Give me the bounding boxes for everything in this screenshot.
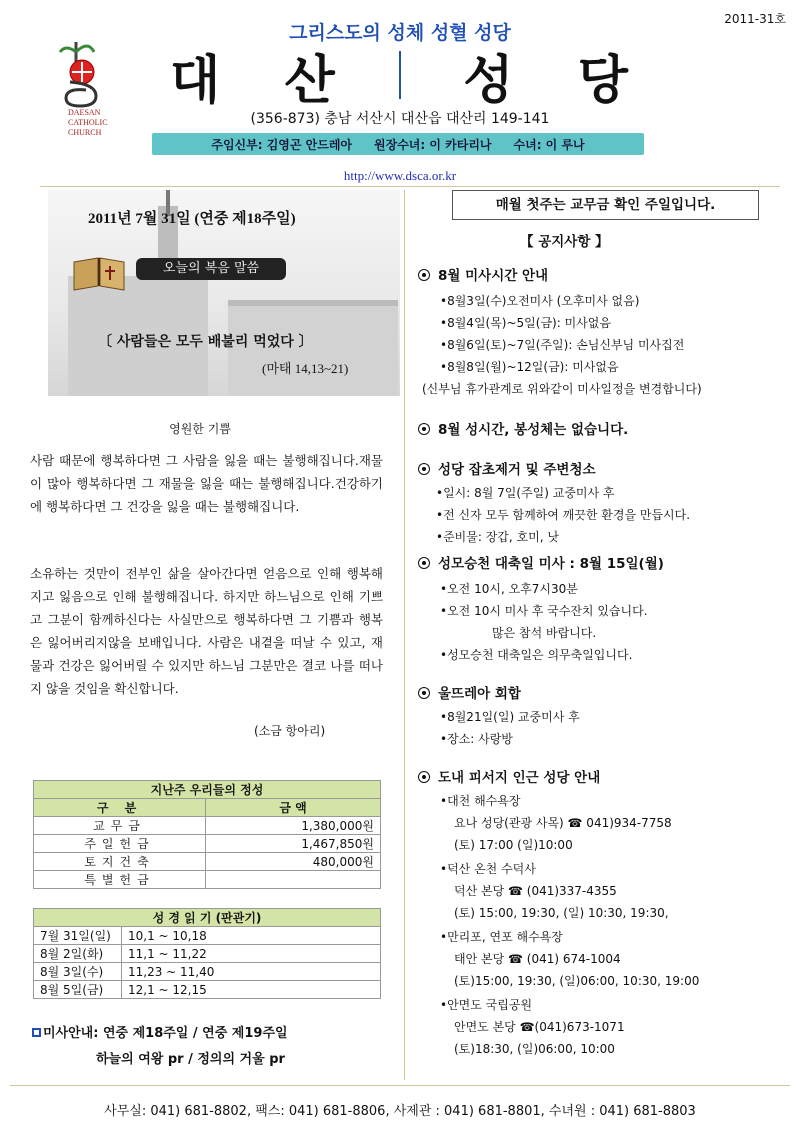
- bible-date: 8월 3일(수): [34, 963, 122, 981]
- section-heading: [418, 458, 596, 478]
- staff-superior: 원장수녀: 이 카타리나: [374, 137, 492, 152]
- title-char: 당: [577, 50, 630, 111]
- logo-text-line: DAESAN: [68, 108, 101, 117]
- offering-col-header: 구 분: [34, 799, 206, 817]
- list-item: •준비물: 장갑, 호미, 낫: [436, 530, 559, 544]
- divider: [10, 1085, 790, 1086]
- column-divider: [404, 190, 405, 1080]
- bible-range: 12,1 ~ 12,15: [122, 981, 381, 999]
- list-item: (토)15:00, 19:30, (일)06:00, 10:30, 19:00: [454, 974, 700, 988]
- offering-title: 지난주 우리들의 정성: [34, 781, 381, 799]
- section-heading: [418, 418, 628, 438]
- offering-amount: [206, 871, 381, 889]
- list-item: 덕산 본당 ☎ (041)337-4355: [454, 884, 617, 898]
- title-char: 성: [463, 50, 516, 111]
- circle-bullet-icon: [418, 557, 430, 569]
- list-item: •만리포, 연포 해수욕장: [440, 930, 563, 944]
- list-item: •전 신자 모두 함께하여 깨끗한 환경을 만듭시다.: [436, 508, 691, 522]
- essay-title: 영원한 기쁨: [169, 422, 231, 436]
- verse-title: 〔 사람들은 모두 배불리 먹었다 〕: [98, 334, 313, 350]
- circle-bullet-icon: [418, 687, 430, 699]
- table-row: [34, 871, 381, 889]
- offering-label: 주일헌금: [34, 835, 206, 853]
- list-item: (토)18:30, (일)06:00, 10:00: [454, 1042, 615, 1056]
- section-title: 8월 성시간, 봉성체는 없습니다.: [438, 422, 629, 438]
- mass-info: [32, 1022, 288, 1041]
- table-row: [34, 981, 381, 999]
- bible-range: 11,1 ~ 11,22: [122, 945, 381, 963]
- list-item: •8월6일(토)~7일(주일): 손님신부님 미사집전: [440, 338, 685, 352]
- list-item: •8월21일(일) 교중미사 후: [440, 710, 580, 724]
- section-title: 도내 피서지 인근 성당 안내: [438, 770, 601, 786]
- bible-date: 8월 2일(화): [34, 945, 122, 963]
- square-bullet-icon: [32, 1028, 41, 1037]
- verse-reference: (마태 14,13~21): [262, 361, 349, 376]
- list-item: (토) 15:00, 19:30, (일) 10:30, 19:30,: [454, 906, 669, 920]
- list-item: •8월8일(월)~12일(금): 미사없음: [440, 360, 619, 374]
- table-row: [34, 945, 381, 963]
- list-item: •대천 해수욕장: [440, 794, 521, 808]
- staff-sister: 수녀: 이 루나: [513, 137, 585, 152]
- offering-label: 특별헌금: [34, 871, 206, 889]
- issue-number: 2011-31호: [724, 12, 786, 26]
- gospel-label: 오늘의 복음 말씀: [136, 258, 286, 280]
- bible-range: 10,1 ~ 10,18: [122, 927, 381, 945]
- list-item: 태안 본당 ☎ (041) 674-1004: [454, 952, 621, 966]
- offering-col-header: 금 액: [206, 799, 381, 817]
- list-item: (토) 17:00 (일)10:00: [454, 838, 573, 852]
- offering-amount: 1,380,000원: [206, 817, 381, 835]
- table-row: [34, 835, 381, 853]
- circle-bullet-icon: [418, 269, 430, 281]
- section-heading: [418, 766, 600, 786]
- section-title: 성당 잡초제거 및 주변청소: [438, 462, 596, 478]
- offering-amount: 480,000원: [206, 853, 381, 871]
- list-item: •오전 10시 미사 후 국수잔치 있습니다.: [440, 604, 648, 618]
- section-title: 8월 미사시간 안내: [438, 268, 549, 284]
- staff-bar: [152, 133, 644, 155]
- parish-name: 그리스도의 성체 성혈 성당: [289, 22, 511, 44]
- list-item: •성모승천 대축일은 의무축일입니다.: [440, 648, 633, 662]
- main-title: [170, 46, 630, 111]
- title-char: 대: [170, 50, 223, 111]
- section-title: 성모승천 대축일 미사 : 8월 15일(월): [438, 556, 664, 572]
- offering-label: 교무금: [34, 817, 206, 835]
- bible-reading-table: [33, 908, 381, 999]
- list-note: (신부님 휴가관계로 위와같이 미사일정을 변경합니다): [422, 382, 702, 396]
- footer-contacts: 사무실: 041) 681-8802, 팩스: 041) 681-8806, 사제관 : 041) 681-8801, 수녀원 : 041) 681-8803: [104, 1104, 696, 1119]
- table-row: [34, 817, 381, 835]
- bible-range: 11,23 ~ 11,40: [122, 963, 381, 981]
- bible-title: 성 경 읽 기 (판관기): [34, 909, 381, 927]
- title-divider: [399, 51, 401, 99]
- date-line: 2011년 7월 31일 (연중 제18주일): [88, 211, 296, 227]
- open-book-icon: [70, 252, 128, 294]
- section-heading: [418, 682, 521, 702]
- offering-table: [33, 780, 381, 889]
- essay-credit: (소금 항아리): [254, 724, 326, 738]
- website-link[interactable]: http://www.dsca.or.kr: [343, 168, 457, 183]
- circle-bullet-icon: [418, 423, 430, 435]
- list-item: •덕산 온천 수덕사: [440, 862, 536, 876]
- section-heading: [418, 264, 548, 284]
- mass-info-text: 미사안내: 연중 제18주일 / 연중 제19주일: [43, 1026, 288, 1041]
- list-item: 많은 참석 바랍니다.: [492, 626, 597, 640]
- list-item: 요나 성당(관광 사목) ☎ 041)934-7758: [454, 816, 672, 830]
- logo-text-line: CHURCH: [68, 128, 102, 137]
- list-item: •오전 10시, 오후7시30분: [440, 582, 578, 596]
- offering-amount: 1,467,850원: [206, 835, 381, 853]
- bible-date: 7월 31일(일): [34, 927, 122, 945]
- list-item: •일시: 8월 7일(주일) 교중미사 후: [436, 486, 615, 500]
- notice-box: 매월 첫주는 교무금 확인 주일입니다.: [452, 190, 759, 220]
- essay-paragraph: 사람 때문에 행복하다면 그 사람을 잃을 때는 불행해집니다.재물이 많아 행복하다면 그 재물을 잃을 때는 불행해집니다.건강하기에 행복하다면 그 건강을 잃을 때는 불행해집니다.: [30, 453, 383, 514]
- circle-bullet-icon: [418, 771, 430, 783]
- table-row: [34, 853, 381, 871]
- address: (356-873) 충남 서산시 대산읍 대산리 149-141: [250, 111, 550, 127]
- logo-text-line: CATHOLIC: [68, 118, 108, 127]
- list-item: •장소: 사랑방: [440, 732, 513, 746]
- title-char: 산: [284, 50, 337, 111]
- essay-paragraph: 소유하는 것만이 전부인 삶을 살아간다면 얻음으로 인해 행복해지고 잃음으로 인해 불행해집니다. 하지만 하느님으로 인해 기쁘고 그분이 함께하신다는 사실만으로 행복하다면 그 기쁨과 행복은 잃어버리지않을 보배입니다. 사람은 내곁을 떠날 수 있고, 재물과 건강은 잃어버릴 수 있지만 하느님 그분만은 결코 나를 떠나지 않을 것임을 확신합니다.: [30, 566, 383, 696]
- notice-heading: 【 공지사항 】: [520, 234, 609, 250]
- list-item: 안면도 본당 ☎(041)673-1071: [454, 1020, 625, 1034]
- table-row: [34, 963, 381, 981]
- section-title: 울뜨레아 회합: [438, 686, 521, 702]
- section-heading: [418, 552, 664, 572]
- list-item: •8월4일(목)~5일(금): 미사없음: [440, 316, 611, 330]
- table-row: [34, 927, 381, 945]
- circle-bullet-icon: [418, 463, 430, 475]
- bible-date: 8월 5일(금): [34, 981, 122, 999]
- list-item: •8월3일(수)오전미사 (오후미사 없음): [440, 294, 640, 308]
- divider: [40, 186, 780, 187]
- list-item: •안면도 국립공원: [440, 998, 533, 1012]
- offering-label: 토지건축: [34, 853, 206, 871]
- mass-info-line2: 하늘의 여왕 pr / 정의의 거울 pr: [96, 1052, 285, 1067]
- staff-priest: 주임신부: 김영곤 안드레아: [211, 137, 353, 152]
